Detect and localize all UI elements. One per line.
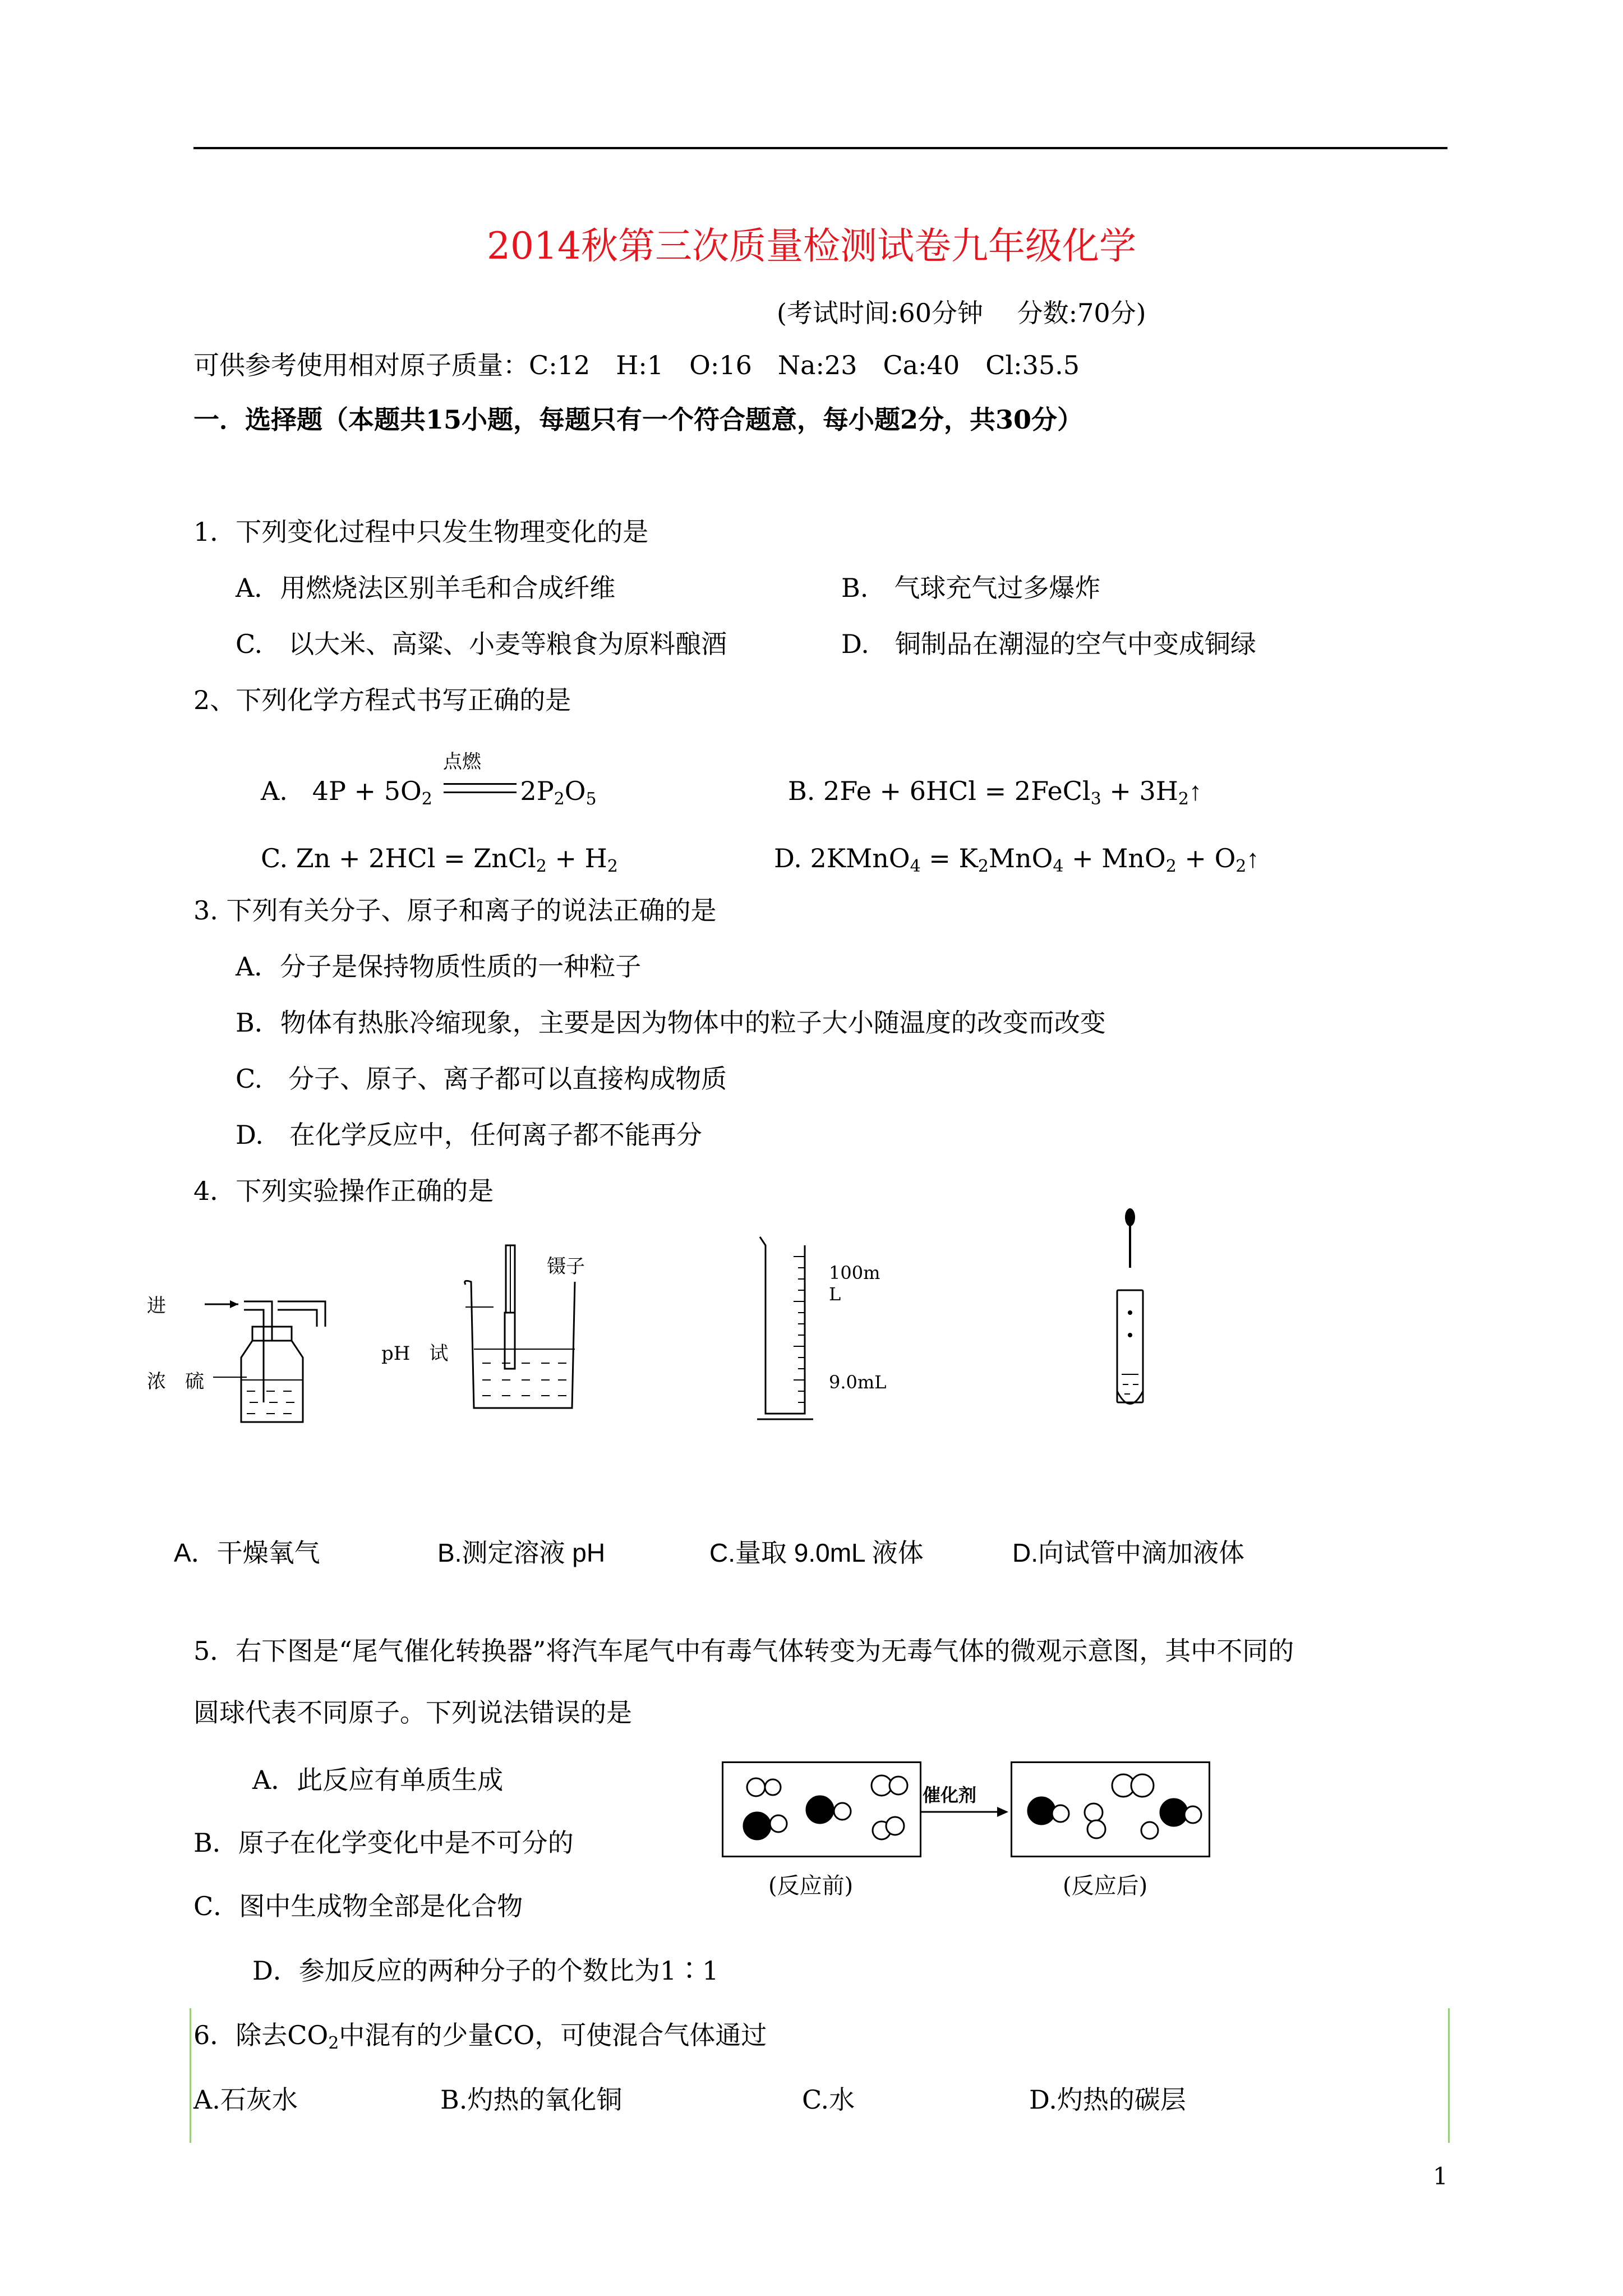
q2-d-sub3: 4 (1053, 857, 1064, 876)
q2-stem: 2、下列化学方程式书写正确的是 (193, 685, 571, 715)
gas-washing-bottle-figure (140, 1279, 376, 1436)
fig-c-9ml-label: 9.0mL (829, 1372, 887, 1393)
atomic-mass-note: 可供参考使用相对原子质量：C:12 H:1 O:16 Na:23 Ca:40 Cl:35.5 (193, 350, 1080, 380)
q5-option-d: D．参加反应的两种分子的个数比为1∶1 (252, 1955, 719, 1986)
q2-a-right2: O (564, 776, 586, 806)
page-title: 2014秋第三次质量检测试卷九年级化学 (487, 224, 1136, 268)
q2-option-a (261, 775, 597, 807)
q2-c-sub2: 2 (607, 857, 618, 876)
q5-option-b: B．原子在化学变化中是不可分的 (193, 1828, 574, 1858)
molecules-after (1012, 1763, 1209, 1856)
q6-option-d: D.灼热的碳层 (1029, 2085, 1186, 2115)
page-number: 1 (1433, 2162, 1448, 2190)
q6-option-a: A.石灰水 (193, 2085, 298, 2115)
fig-c-100ml-line2: L (829, 1283, 841, 1305)
section-heading: 一．选择题（本题共15小题，每题只有一个符合题意，每小题2分，共30分） (193, 404, 1083, 435)
q2-c-mid: + H (546, 843, 607, 873)
reaction-before-box (722, 1761, 921, 1857)
q2-a-label: A. (261, 776, 288, 806)
q2-b-arrow: ↑ (1188, 776, 1202, 806)
q2-b-text: B. 2Fe + 6HCl = 2FeCl (788, 776, 1091, 806)
q3-option-a: A．分子是保持物质性质的一种粒子 (236, 951, 642, 982)
q1-option-d: D. 铜制品在潮湿的空气中变成铜绿 (841, 629, 1256, 659)
q2-d-sub2: 2 (978, 857, 989, 876)
q1-option-c: C. 以大米、高粱、小麦等粮食为原料酿酒 (236, 629, 727, 659)
catalyst-label: 催化剂 (923, 1784, 977, 1806)
fig-b-ph-label: pH 试 (381, 1342, 449, 1365)
q5-option-c: C．图中生成物全部是化合物 (193, 1891, 523, 1921)
reaction-arrow-icon (920, 1803, 1009, 1820)
q4-option-d: D.向试管中滴加液体 (1012, 1538, 1244, 1567)
exam-info: (考试时间:60分钟 分数:70分) (777, 298, 1146, 328)
left-margin-line (190, 2008, 191, 2143)
fig-a-acid-label: 浓 硫 (147, 1370, 204, 1393)
q2-d-arrow: ↑ (1246, 844, 1260, 873)
q4-option-b: B.测定溶液 pH (437, 1538, 606, 1567)
q2-b-sub1: 3 (1090, 789, 1101, 809)
q2-d-text: D. 2KMnO (774, 843, 910, 873)
q2-a-right: 2P (520, 776, 554, 806)
q3-option-b: B．物体有热胀冷缩现象，主要是因为物体中的粒子大小随温度的改变而改变 (236, 1007, 1106, 1038)
q3-option-d: D. 在化学反应中，任何离子都不能再分 (236, 1120, 702, 1150)
q6-stem-pre: 6．除去CO (193, 2020, 329, 2050)
q2-c-sub1: 2 (536, 857, 547, 876)
q2-d-mid4: + O (1176, 843, 1236, 873)
q2-a-left: 4P + 5O (312, 776, 422, 806)
q3-stem: 3. 下列有关分子、原子和离子的说法正确的是 (193, 895, 717, 926)
q1-option-a: A．用燃烧法区别羊毛和合成纤维 (236, 573, 616, 603)
graduated-cylinder-figure (754, 1234, 827, 1425)
q2-c-text: C. Zn + 2HCl = ZnCl (261, 843, 536, 873)
q2-a-sub1: 2 (421, 789, 432, 809)
q6-stem-sub: 2 (328, 2033, 339, 2053)
q2-a-equal-sign (444, 783, 517, 793)
q1-option-b: B. 气球充气过多爆炸 (841, 573, 1101, 603)
fig-c-100ml-line1: 100m (829, 1262, 880, 1283)
q2-a-sub3: 5 (585, 789, 597, 809)
q2-d-mid3: + MnO (1063, 843, 1166, 873)
before-label: (反应前) (768, 1873, 854, 1899)
q2-d-mid1: = K (920, 843, 978, 873)
q2-b-sub2: 2 (1178, 789, 1189, 809)
after-label: (反应后) (1063, 1873, 1148, 1899)
right-margin-line (1448, 2008, 1450, 2143)
q2-d-sub1: 4 (910, 857, 921, 876)
q2-b-mid: + 3H (1101, 776, 1178, 806)
q2-d-sub5: 2 (1235, 857, 1247, 876)
q2-option-c (261, 843, 618, 874)
fig-c-100ml-label (829, 1262, 880, 1305)
q6-stem-post: 中混有的少量CO，可使混合气体通过 (339, 2020, 767, 2050)
q5-option-a: A．此反应有单质生成 (252, 1765, 504, 1795)
header-rule (193, 147, 1447, 149)
q1-stem: 1．下列变化过程中只发生物理变化的是 (193, 517, 649, 547)
q2-option-b (788, 775, 1202, 807)
q2-a-sub2: 2 (554, 789, 565, 809)
q3-option-c: C. 分子、原子、离子都可以直接构成物质 (236, 1064, 727, 1094)
q5-stem-line2: 圆球代表不同原子。下列说法错误的是 (193, 1697, 632, 1728)
fig-b-tweezers-label: 镊子 (547, 1255, 585, 1278)
q2-d-sub4: 2 (1165, 857, 1177, 876)
reaction-after-box (1011, 1761, 1210, 1857)
q6-stem (193, 2019, 767, 2051)
q2-a-condition: 点燃 (443, 751, 481, 773)
dropper-test-tube-figure (1105, 1206, 1155, 1419)
q4-stem: 4．下列实验操作正确的是 (193, 1176, 494, 1206)
q6-option-b: B.灼热的氧化铜 (440, 2085, 623, 2115)
molecules-before (723, 1763, 920, 1856)
q4-option-c: C.量取 9.0mL 液体 (709, 1538, 924, 1567)
fig-a-inlet-label: 进 (147, 1295, 166, 1317)
q4-option-a: A．干燥氧气 (174, 1538, 320, 1567)
q2-option-d (774, 843, 1259, 874)
q5-stem-line1: 5．右下图是“尾气催化转换器”将汽车尾气中有毒气体转变为无毒气体的微观示意图，其中不同的 (193, 1636, 1294, 1666)
q2-d-mid2: MnO (988, 843, 1053, 873)
q6-option-c: C.水 (802, 2085, 855, 2115)
